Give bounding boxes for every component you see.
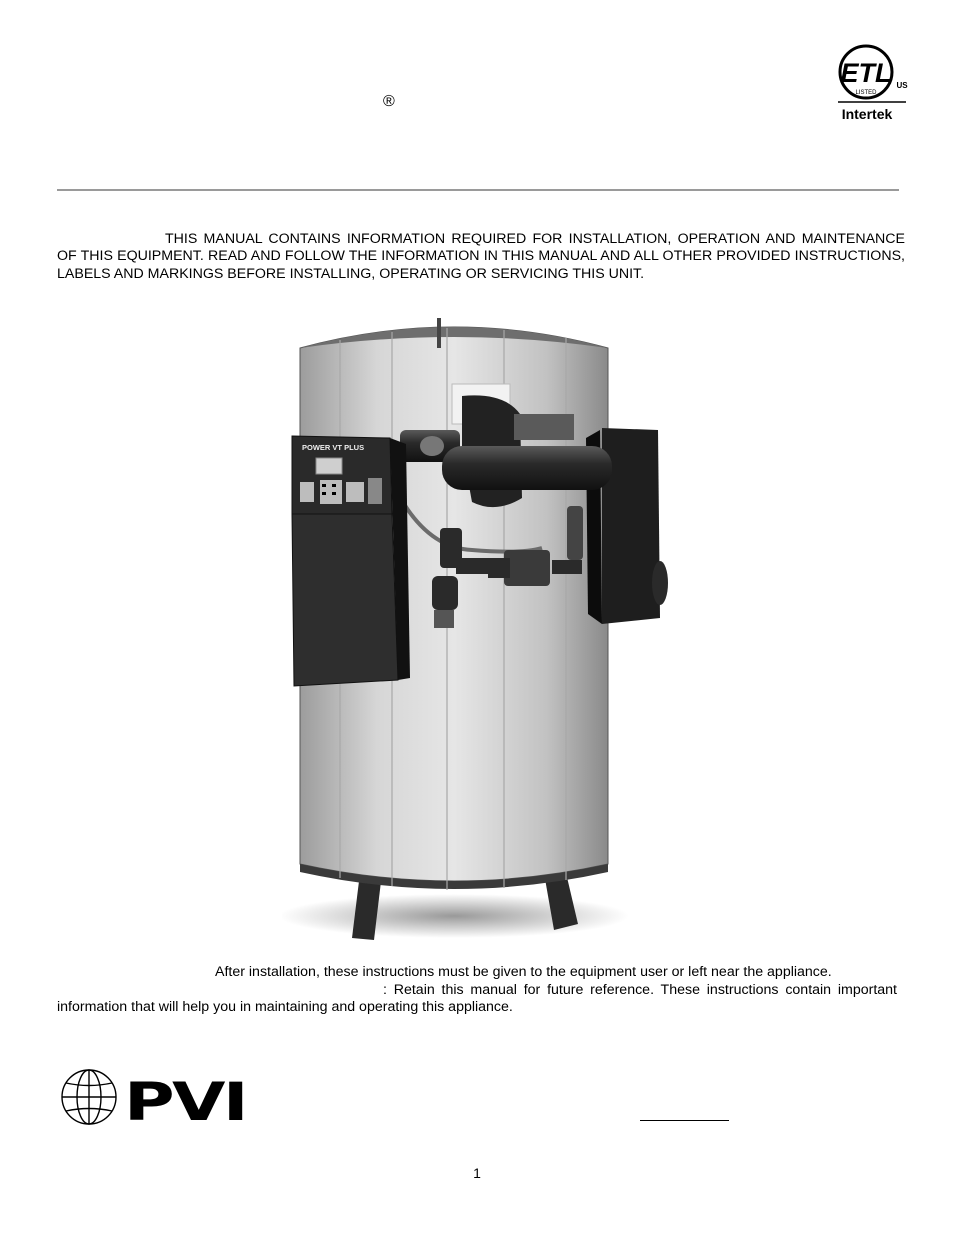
control-panel-label: POWER VT PLUS — [302, 443, 365, 452]
registered-trademark-mark: ® — [383, 93, 395, 110]
page-number: 1 — [473, 1165, 481, 1181]
intertek-brand-text: Intertek — [841, 106, 893, 122]
header-divider — [57, 189, 899, 191]
etl-mark-text: ETL — [840, 58, 892, 88]
etl-listed-mark-icon — [836, 44, 908, 122]
pvi-logo-text: PVI — [124, 1072, 246, 1126]
intro-warning-text — [57, 231, 905, 283]
retain-manual-note — [57, 982, 897, 1017]
globe-icon — [62, 1070, 116, 1124]
etl-region-text: US — [896, 81, 908, 90]
intro-text: THIS MANUAL CONTAINS INFORMATION REQUIRED FOR INSTALLATION, OPERATION AND MAINTENANCE OF THIS EQUIPMENT. READ AND FOLLOW THE INFORMATION IN THIS MANUAL AND ALL OTHER PROVIDED INSTRUCTIONS, LABELS AND MARKINGS BEFORE INSTALLING, OPERATING OR SERVICING THIS UNIT. — [57, 231, 905, 282]
blank-fill-line — [640, 1120, 729, 1121]
retain-text: : Retain this manual for future reference. These instructions contain important information that will help you in maintaining and operating this appliance. — [57, 982, 897, 1016]
pvi-logo — [60, 1068, 248, 1126]
etl-listed-text: LISTED — [855, 90, 877, 96]
after-installation-note: After installation, these instructions must be given to the equipment user or left near the appliance. — [215, 964, 832, 980]
water-heater-photo — [282, 318, 670, 948]
